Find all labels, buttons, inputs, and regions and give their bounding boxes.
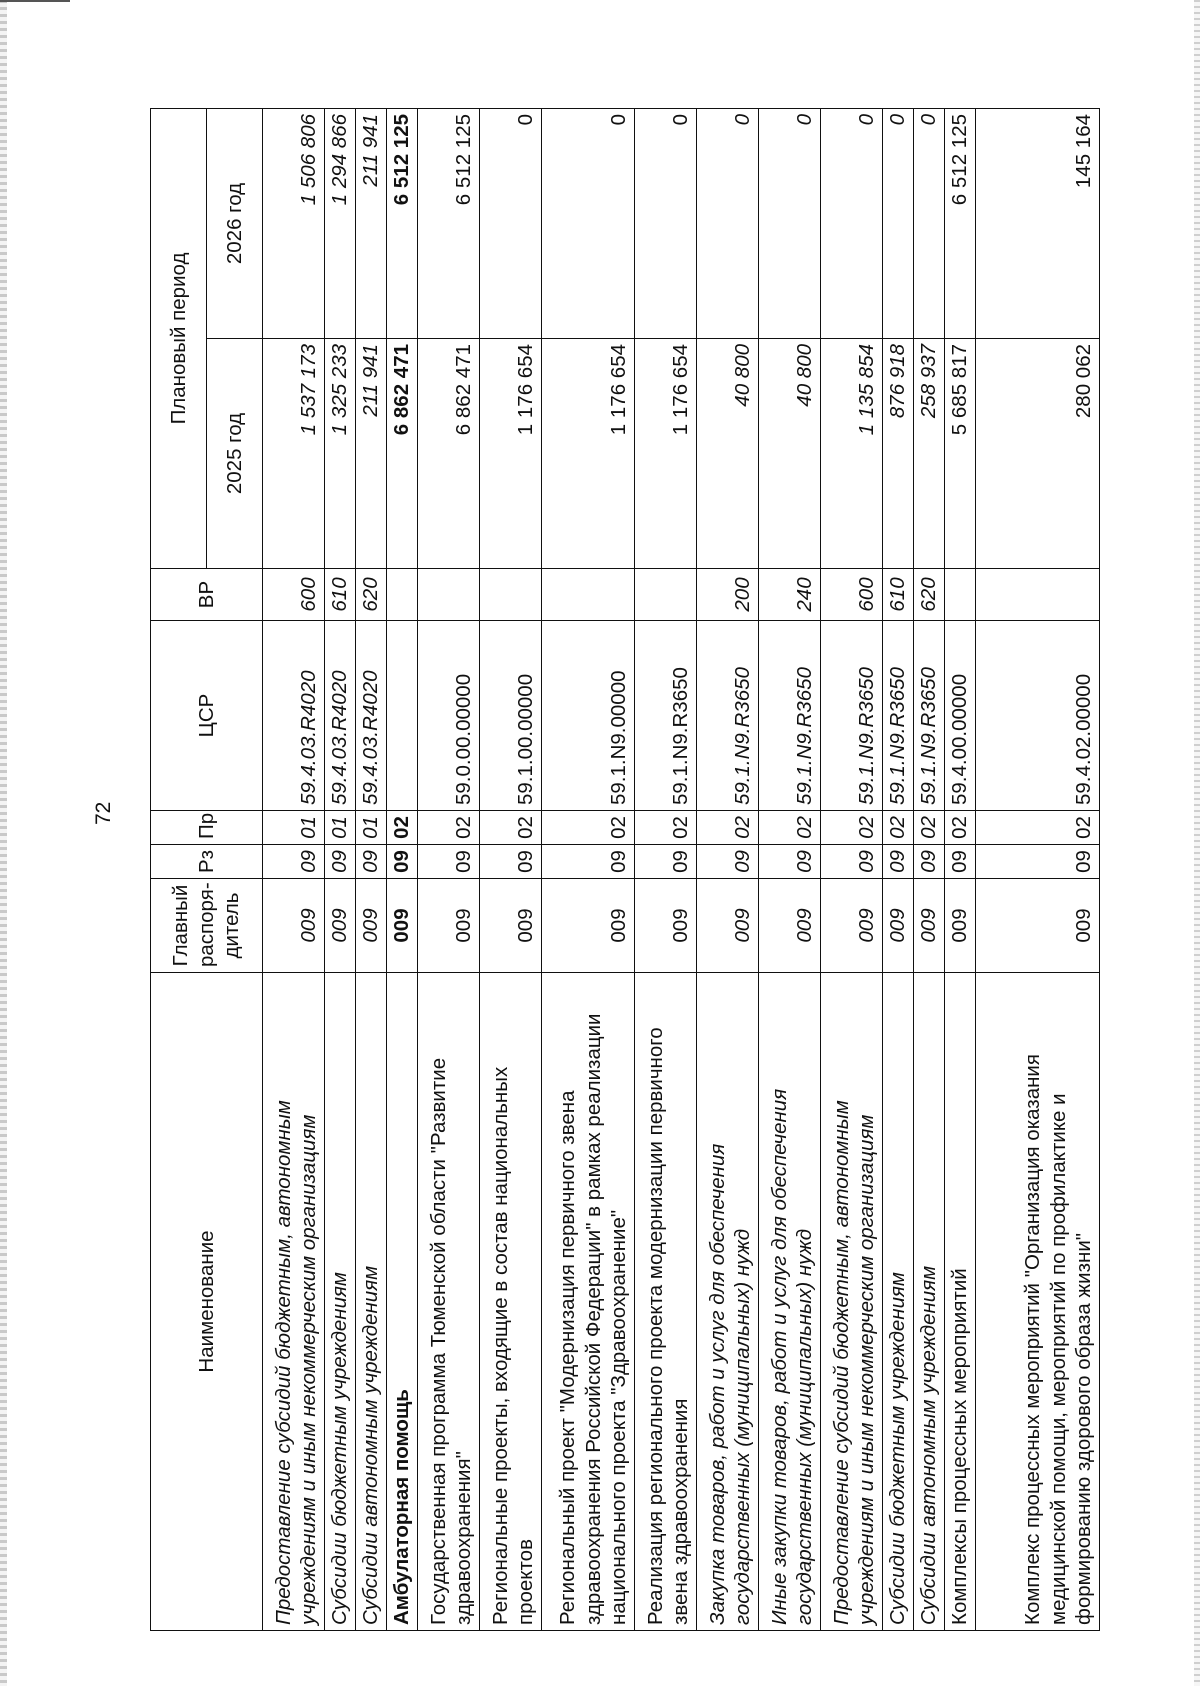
cell-name: Реализация регионального проекта модернизации первичного звена здравоохранения (635, 973, 697, 1631)
cell-csr: 59.1.N9.R3650 (697, 621, 759, 811)
cell-y2025: 1 176 654 (542, 339, 635, 569)
cell-csr: 59.1.N9.R3650 (635, 621, 697, 811)
cell-csr: 59.4.03.R4020 (263, 621, 325, 811)
cell-y2025: 6 862 471 (387, 339, 418, 569)
cell-gr: 009 (697, 879, 759, 973)
cell-y2025: 211 941 (356, 339, 387, 569)
cell-y2025: 1 176 654 (635, 339, 697, 569)
cell-y2025: 5 685 817 (945, 339, 976, 569)
cell-vr (635, 569, 697, 621)
cell-gr: 009 (542, 879, 635, 973)
header-rz: Рз (151, 845, 263, 879)
cell-name: Комплекс процессных мероприятий "Организация оказания медицинской помощи, мероприятий по профилактике и формированию здорового образа жизни" (976, 973, 1100, 1631)
cell-y2026: 0 (759, 108, 821, 338)
cell-vr: 610 (883, 569, 914, 621)
cell-y2025: 1 176 654 (480, 339, 542, 569)
cell-name: Государственная программа Тюменской области "Развитие здравоохранения" (418, 973, 480, 1631)
cell-vr (387, 569, 418, 621)
cell-y2025: 1 135 854 (821, 339, 883, 569)
cell-y2025: 280 062 (976, 339, 1100, 569)
table-header-row (151, 108, 207, 1630)
table-row (387, 108, 418, 1630)
cell-name: Закупка товаров, работ и услуг для обеспечения государственных (муниципальных) нужд (697, 973, 759, 1631)
cell-gr: 009 (914, 879, 945, 973)
cell-vr: 620 (914, 569, 945, 621)
cell-name: Субсидии автономным учреждениям (356, 973, 387, 1631)
header-2025: 2025 год (207, 339, 263, 569)
cell-pr: 02 (480, 811, 542, 845)
cell-name: Региональные проекты, входящие в состав национальных проектов (480, 973, 542, 1631)
table-row (883, 108, 914, 1630)
table-row (356, 108, 387, 1630)
cell-csr: 59.4.03.R4020 (325, 621, 356, 811)
cell-name: Амбулаторная помощь (387, 973, 418, 1631)
cell-pr: 02 (635, 811, 697, 845)
cell-vr: 610 (325, 569, 356, 621)
cell-pr: 01 (263, 811, 325, 845)
cell-csr: 59.4.00.00000 (945, 621, 976, 811)
cell-name: Иные закупки товаров, работ и услуг для обеспечения государственных (муниципальных) нужд (759, 973, 821, 1631)
cell-rz: 09 (418, 845, 480, 879)
cell-rz: 09 (387, 845, 418, 879)
cell-rz: 09 (542, 845, 635, 879)
cell-y2026: 0 (697, 108, 759, 338)
table-row (821, 108, 883, 1630)
cell-gr: 009 (821, 879, 883, 973)
cell-rz: 09 (325, 845, 356, 879)
cell-csr: 59.4.03.R4020 (356, 621, 387, 811)
cell-y2025: 876 918 (883, 339, 914, 569)
cell-csr: 59.0.00.00000 (418, 621, 480, 811)
cell-y2025: 40 800 (697, 339, 759, 569)
table-row (418, 108, 480, 1630)
cell-csr: 59.1.N9.R3650 (821, 621, 883, 811)
cell-y2026: 0 (480, 108, 542, 338)
cell-y2026: 0 (635, 108, 697, 338)
table-row (635, 108, 697, 1630)
cell-y2026: 6 512 125 (418, 108, 480, 338)
cell-csr: 59.1.N9.00000 (542, 621, 635, 811)
header-pr: Пр (151, 811, 263, 845)
cell-rz: 09 (759, 845, 821, 879)
cell-pr: 02 (759, 811, 821, 845)
cell-rz: 09 (914, 845, 945, 879)
cell-y2025: 1 537 173 (263, 339, 325, 569)
cell-gr: 009 (387, 879, 418, 973)
header-vr: ВР (151, 569, 263, 621)
cell-y2026: 145 164 (976, 108, 1100, 338)
cell-y2026: 0 (883, 108, 914, 338)
cell-gr: 009 (418, 879, 480, 973)
cell-rz: 09 (976, 845, 1100, 879)
cell-pr: 02 (542, 811, 635, 845)
table-row (945, 108, 976, 1630)
cell-gr: 009 (325, 879, 356, 973)
header-gr: Главный распоря-дитель (151, 879, 263, 973)
scan-edge-left (0, 0, 7, 1686)
scan-mark (0, 0, 70, 2)
cell-gr: 009 (976, 879, 1100, 973)
table-row (914, 108, 945, 1630)
table-row (697, 108, 759, 1630)
cell-y2026: 0 (914, 108, 945, 338)
cell-rz: 09 (263, 845, 325, 879)
cell-name: Субсидии бюджетным учреждениям (325, 973, 356, 1631)
cell-name: Предоставление субсидий бюджетным, автономным учреждениям и иным некоммерческим организациям (821, 973, 883, 1631)
cell-y2026: 0 (542, 108, 635, 338)
scan-edge-right (1194, 0, 1200, 1686)
cell-rz: 09 (945, 845, 976, 879)
cell-pr: 02 (914, 811, 945, 845)
table-row (759, 108, 821, 1630)
cell-y2026: 6 512 125 (387, 108, 418, 338)
cell-vr (542, 569, 635, 621)
table-row (542, 108, 635, 1630)
rotated-page-content (150, 109, 1096, 1631)
page-number: 72 (92, 801, 115, 825)
cell-y2026: 1 506 806 (263, 108, 325, 338)
cell-gr: 009 (945, 879, 976, 973)
cell-vr: 600 (263, 569, 325, 621)
cell-pr: 02 (418, 811, 480, 845)
cell-pr: 02 (883, 811, 914, 845)
cell-y2026: 0 (821, 108, 883, 338)
cell-y2026: 211 941 (356, 108, 387, 338)
cell-vr: 200 (697, 569, 759, 621)
cell-csr: 59.4.02.00000 (976, 621, 1100, 811)
cell-gr: 009 (263, 879, 325, 973)
cell-gr: 009 (480, 879, 542, 973)
cell-pr: 02 (976, 811, 1100, 845)
cell-y2025: 258 937 (914, 339, 945, 569)
cell-y2025: 1 325 233 (325, 339, 356, 569)
table-row (263, 108, 325, 1630)
header-name: Наименование (151, 973, 263, 1631)
cell-vr (945, 569, 976, 621)
cell-vr: 240 (759, 569, 821, 621)
budget-table (150, 108, 1100, 1631)
cell-name: Региональный проект "Модернизация первичного звена здравоохранения Российской Федерации" в рамках реализации национального проекта "Здравоохранение" (542, 973, 635, 1631)
cell-rz: 09 (480, 845, 542, 879)
cell-pr: 01 (356, 811, 387, 845)
header-2026: 2026 год (207, 108, 263, 338)
cell-csr: 59.1.N9.R3650 (883, 621, 914, 811)
table-row (480, 108, 542, 1630)
cell-y2026: 1 294 866 (325, 108, 356, 338)
cell-gr: 009 (356, 879, 387, 973)
table-row (325, 108, 356, 1630)
cell-y2026: 6 512 125 (945, 108, 976, 338)
header-csr: ЦСР (151, 621, 263, 811)
cell-vr (976, 569, 1100, 621)
cell-vr: 620 (356, 569, 387, 621)
cell-vr (418, 569, 480, 621)
cell-vr (480, 569, 542, 621)
cell-csr (387, 621, 418, 811)
cell-csr: 59.1.N9.R3650 (914, 621, 945, 811)
cell-rz: 09 (697, 845, 759, 879)
cell-y2025: 6 862 471 (418, 339, 480, 569)
cell-gr: 009 (759, 879, 821, 973)
cell-name: Комплексы процессных мероприятий (945, 973, 976, 1631)
cell-rz: 09 (356, 845, 387, 879)
table-row (976, 108, 1100, 1630)
header-plan-period: Плановый период (151, 108, 207, 568)
cell-rz: 09 (635, 845, 697, 879)
cell-pr: 02 (945, 811, 976, 845)
cell-csr: 59.1.N9.R3650 (759, 621, 821, 811)
cell-pr: 01 (325, 811, 356, 845)
cell-pr: 02 (387, 811, 418, 845)
cell-pr: 02 (697, 811, 759, 845)
cell-gr: 009 (635, 879, 697, 973)
cell-gr: 009 (883, 879, 914, 973)
cell-vr: 600 (821, 569, 883, 621)
table-body (263, 108, 1100, 1630)
cell-name: Субсидии автономным учреждениям (914, 973, 945, 1631)
cell-csr: 59.1.00.00000 (480, 621, 542, 811)
cell-name: Предоставление субсидий бюджетным, автономным учреждениям и иным некоммерческим организациям (263, 973, 325, 1631)
cell-name: Субсидии бюджетным учреждениям (883, 973, 914, 1631)
cell-y2025: 40 800 (759, 339, 821, 569)
cell-pr: 02 (821, 811, 883, 845)
cell-rz: 09 (821, 845, 883, 879)
cell-rz: 09 (883, 845, 914, 879)
